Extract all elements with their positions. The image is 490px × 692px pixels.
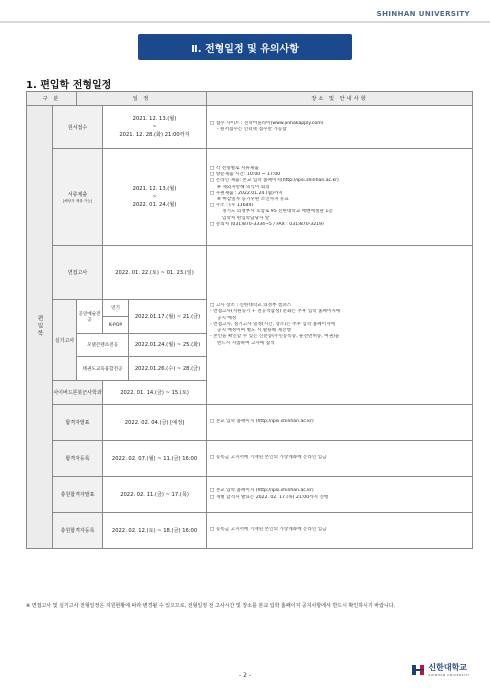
row-notes: □ 본교 입학 홈페이지 (http://ipsi.shinhan.ac.kr) □ 개별 합격자 발표는 2022. 02. 17.(목) 21:00까지 진행 — [207, 477, 473, 513]
row-label: 사이버드론봇군사학과 — [53, 381, 103, 405]
header-brand: SHINHAN UNIVERSITY — [376, 10, 470, 18]
page-number: - 2 - — [239, 672, 251, 679]
taekwondo-date: 2022.01.26.(수) ~ 28.(금) — [129, 357, 207, 381]
group-label: 편입학 — [36, 314, 43, 338]
header-divider — [0, 21, 490, 23]
perf-arts-label: 공연예술전공 — [77, 300, 103, 334]
row-date: 2022. 01. 22.(토) ~ 01. 23.(일) — [103, 246, 207, 300]
row-date: 2021. 12. 13.(월) ~ 2021. 12. 28.(화) 21:00까지 — [103, 106, 207, 149]
university-logo-icon — [411, 663, 425, 677]
row-label: 면접고사 — [53, 246, 103, 300]
footer-brand — [411, 662, 470, 677]
row-notes: □ 등록금 고지서에 기재된 본인의 가상계좌에 온라인 입금 — [207, 513, 473, 549]
table-header-row — [27, 92, 473, 106]
kpop-label: K-POP — [103, 317, 129, 334]
header-category: 구 분 — [27, 92, 77, 106]
row-label: 합격자발표 — [53, 405, 103, 441]
row-date: 2022. 02. 11.(금) ~ 17.(목) — [103, 477, 207, 513]
row-date: 2022. 01. 14.(금) ~ 15.(토) — [103, 381, 207, 405]
footer-brand-english: SHINHAN UNIVERSITY — [428, 673, 470, 677]
row-label: 서류제출 [해당자 제출 가능] — [53, 149, 103, 246]
row-notes: □ 등록금 고지서에 기재된 본인의 가상계좌에 온라인 입금 — [207, 441, 473, 477]
footnote: ※ 면접고사 및 실기고사 전형일정은 지원현황에 따라 변경될 수 있으므로, 전형일정 전 고사시간 및 장소를 본교 입학 홈페이지 공지사항에서 반드시 확인하시기 바랍니다. — [26, 603, 396, 609]
header-notes: 장소 및 안내사항 — [207, 92, 473, 106]
row-date: 2022. 02. 04.(금) [예정] — [103, 405, 207, 441]
taekwondo-label: 태권도교육융합전공 — [77, 357, 129, 381]
exam-notes: □ 고사 장소 : 신한대학교 의정부 캠퍼스 - 면접고사(지원동기 + 전공적합성) 분화는 추후 입학 홈페이지에 공지 예정 - 면접고사, 실기고사 일정(시간, 장소)은 추후 입학 홈페이지에 공지 예정이며 별도 시 활용해 제진행 - 본인을 확인할 수 있는 신분증(주민등록증, 운전면허증, 여권)을 반드시 지참하여 고사에 참석 — [207, 246, 473, 405]
row-date: 2022. 02. 12.(토) ~ 18.(금) 16:00 — [103, 513, 207, 549]
header-schedule: 일 정 — [77, 92, 207, 106]
footer-brand-korean: 신한대학교 — [428, 663, 468, 672]
subsection-title: 1. 편입학 전형일정 — [26, 80, 112, 91]
table-row — [27, 149, 473, 246]
perf-arts-date: 2022.01.17.(월) ~ 21.(금) — [129, 300, 207, 334]
modelling-label: 모델콘텐츠전공 — [77, 334, 129, 357]
acting-label: 연기 — [103, 300, 129, 317]
row-label: 충원합격자발표 — [53, 477, 103, 513]
table-row — [27, 246, 473, 300]
row-label: 원서접수 — [53, 106, 103, 149]
row-date: 2022. 02. 07.(월) ~ 11.(금) 16:00 — [103, 441, 207, 477]
modelling-date: 2022.01.24.(월) ~ 25.(화) — [129, 334, 207, 357]
row-notes: □ 접수 사이트 : 진학어플라이(www.jinhakapply.com) - 원서접수는 인터넷 접수만 가능함 — [207, 106, 473, 149]
row-date: 2021. 12. 13.(월) ~ 2022. 01. 24.(월) — [103, 149, 207, 246]
row-label: 충원합격자등록 — [53, 513, 103, 549]
table-row — [27, 477, 473, 513]
table-row — [27, 513, 473, 549]
row-notes: □ 각 전형별로 서류제출 □ 방문제출 시간: 10:00 ~ 17:00 □ 온라인 제출: 본교 입학 홈페이지(http://ipsi.shinhan.ac.kr) ※ 제외자만해 의식이 회의 □ 우편제출 : 2022.01.24.(월)까지 ※ 마감일자 등기우편 소인까지 유효 □ 주소 : (우 11644) 경기도 의정부시 호암로 95 신한대학교 에벤에셀관 1층 입학처 편입학담당자 앞 □ 문의처 (031)870-3334~5 / FAX : 031)870-3219) — [207, 149, 473, 246]
row-label: 실기고사 — [53, 300, 77, 381]
group-cell — [27, 106, 53, 549]
table-row — [27, 106, 473, 149]
schedule-table — [26, 91, 473, 549]
row-label: 합격자등록 — [53, 441, 103, 477]
table-row — [27, 405, 473, 441]
row-notes: □ 본교 입학 홈페이지 (http://ipsi.shinhan.ac.kr) — [207, 405, 473, 441]
section-title: Ⅱ. 전형일정 및 유의사항 — [138, 34, 352, 60]
table-row — [27, 441, 473, 477]
